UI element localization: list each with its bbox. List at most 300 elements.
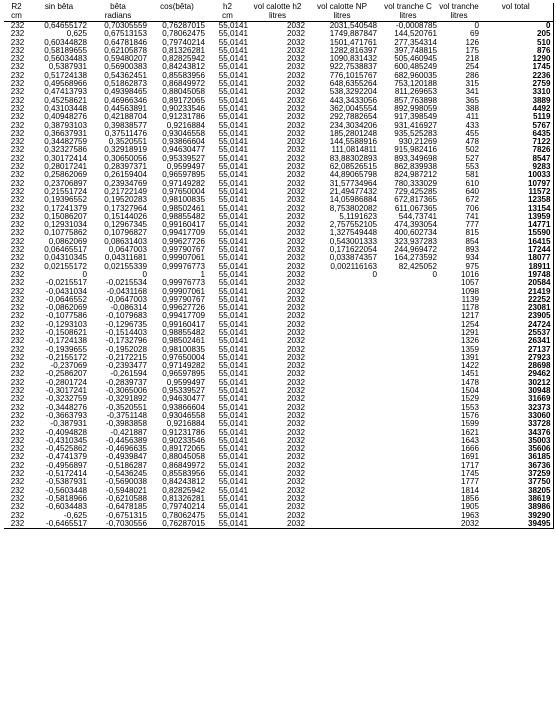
cell-cos-beta: 0,99417709 [162,312,205,321]
cell-vol-calotte-np [307,512,379,520]
cell-vol-calotte-np [307,337,379,345]
table-row [4,122,553,130]
cell-vol-tranche-c [379,429,439,437]
cell-vol-tranche-c [379,312,439,320]
cell-sin-beta: -0,3448276 [46,403,87,412]
table-row [4,155,553,163]
table-row [4,221,553,229]
unit-vol-tranche-c: litres [379,12,439,22]
cell-vol-tranche-c [379,370,439,378]
cell-vol-total: 2759 [532,80,551,89]
cell-beta: 0,44563891 [104,104,147,113]
cell-r2: 232 [10,254,25,263]
cell-sin-beta: -0,1724138 [46,337,87,346]
cell-cos-beta: 0,98100835 [162,196,205,205]
table-row [4,296,553,304]
cell-beta: 0,19520283 [104,196,147,205]
cell-cos-beta: 0,89172065 [162,96,205,105]
table-row [4,329,553,337]
cell-vol-calotte-np [307,478,379,486]
cell-vol-calotte-h2: 2032 [286,179,305,188]
cell-vol-calotte-h2: 2032 [286,71,305,80]
cell-vol-tranche-c [379,296,439,304]
cell-h2: 55,0141 [218,138,248,147]
cell-h2: 55,0141 [218,279,248,288]
cell-h2: 55,0141 [218,387,248,396]
cell-r2: 232 [10,362,25,371]
cell-h2: 55,0141 [218,445,248,454]
cell-r2: 232 [10,104,25,113]
cell-sin-beta: 0,28017241 [44,163,87,172]
cell-cos-beta: 0,96597895 [162,370,205,379]
cell-vol-tranche-c: 930,21269 [398,138,437,147]
cell-vol-tranche-c [379,379,439,387]
cell-beta: -0,4939847 [106,453,147,462]
cell-vol-calotte-h2: 2032 [286,328,305,337]
unit-vol-calotte-h2: litres [250,12,307,22]
cell-r2: 232 [10,494,25,503]
cell-vol-calotte-h2: 2032 [286,295,305,304]
table-row [4,80,553,88]
cell-sin-beta: 0,60344828 [44,38,87,47]
cell-vol-calotte-np: 443,3433056 [329,96,377,105]
cell-beta: 0,46966346 [104,96,147,105]
cell-vol-calotte-h2: 2032 [286,104,305,113]
cell-beta: 0,0647003 [108,246,147,255]
cell-beta: 0,49398465 [104,88,147,97]
cell-sin-beta: 0,625 [66,30,87,39]
cell-vol-tranche: 478 [465,138,479,147]
cell-beta: -0,421887 [110,428,147,437]
cell-vol-calotte-np [307,296,379,304]
cell-vol-tranche-c [379,512,439,520]
table-row [4,312,553,320]
cell-vol-tranche: 1178 [461,304,479,313]
cell-vol-total: 1745 [532,63,551,72]
cell-cos-beta: 0,99790767 [162,246,205,255]
cell-vol-tranche-c: 323,937283 [394,237,437,246]
cell-r2: 232 [10,212,25,221]
cell-vol-total: 33728 [527,420,551,429]
cell-vol-tranche: 777 [465,221,479,230]
table-row [4,146,553,154]
cell-vol-calotte-np: 14,05986884 [329,196,377,205]
cell-cos-beta: 0,93866604 [162,138,205,147]
cell-vol-calotte-np [307,445,379,453]
cell-cos-beta: 0,9599497 [166,378,205,387]
cell-cos-beta: 0,9216884 [166,420,205,429]
cell-vol-tranche-c: 931,416927 [394,121,437,130]
cell-sin-beta: -0,5387931 [46,478,87,487]
cell-h2: 55,0141 [218,470,248,479]
cell-cos-beta: 0,93046558 [162,411,205,420]
cell-vol-calotte-np: 648,6355264 [329,80,377,89]
cell-vol-calotte-np [307,312,379,320]
cell-cos-beta: 0,97650004 [162,353,205,362]
cell-vol-tranche: 1451 [460,370,479,379]
header-r2: R2 [11,3,22,12]
table-row [4,205,553,213]
cell-cos-beta: 0,82825942 [162,55,205,64]
cell-vol-tranche-c: 277,354314 [394,38,437,47]
cell-cos-beta: 0,99976773 [162,279,205,288]
cell-r2: 232 [10,262,25,271]
cell-vol-total: 30212 [527,378,551,387]
cell-sin-beta: 0,49568966 [44,80,87,89]
cell-sin-beta: -0,4741379 [46,453,87,462]
table-row [4,354,553,362]
cell-cos-beta: 0,86849972 [162,461,205,470]
cell-vol-calotte-h2: 2032 [286,312,305,321]
cell-beta: 0,17327964 [104,204,147,213]
cell-sin-beta: 0 [82,270,87,279]
unit-cos-beta [149,12,207,22]
cell-vol-calotte-h2: 2032 [286,411,305,420]
cell-vol-calotte-np: 1501,471761 [329,38,377,47]
cell-r2: 232 [10,229,25,238]
cell-vol-calotte-h2: 2032 [286,46,305,55]
cell-vol-total: 4492 [532,104,551,113]
cell-beta: 0,04311681 [104,254,147,263]
cell-vol-tranche: 1777 [460,478,479,487]
cell-vol-calotte-h2: 2032 [286,254,305,263]
table-row [4,520,553,529]
cell-beta: 0,42188704 [104,113,147,122]
cell-beta: -0,5948021 [106,486,147,495]
cell-vol-calotte-np [307,420,379,428]
cell-vol-tranche-c [379,495,439,503]
cell-beta: 0,23934769 [104,179,147,188]
table-row [4,387,553,395]
cell-vol-tranche: 1291 [460,328,479,337]
cell-h2: 55,0141 [218,295,248,304]
cell-vol-calotte-h2: 2032 [286,353,305,362]
cell-r2: 232 [10,304,25,313]
cell-beta: -0,5186287 [106,461,147,470]
cell-vol-tranche-c: 915,982416 [394,146,437,155]
cell-vol-tranche: 1745 [460,470,479,479]
cell-cos-beta: 0,94630477 [162,395,205,404]
cell-vol-tranche: 553 [465,163,479,172]
cell-beta: 0,59480207 [104,55,147,64]
cell-beta: -0,2393477 [106,362,147,371]
cell-sin-beta: 0,0862069 [48,237,87,246]
cell-beta: 0,3520551 [108,138,147,147]
cell-sin-beta: -0,5818966 [46,494,87,503]
cell-vol-tranche-c: 935,525283 [394,129,437,138]
cell-vol-tranche: 254 [465,63,479,72]
cell-vol-tranche: 1422 [460,362,479,371]
cell-vol-tranche: 1643 [460,436,479,445]
table-row [4,105,553,113]
cell-vol-calotte-h2: 2032 [286,246,305,255]
unit-r2: cm [4,12,31,22]
cell-vol-tranche-c [379,346,439,354]
cell-sin-beta: -0,4525862 [46,445,87,454]
cell-vol-calotte-np: 2,757552105 [329,221,377,230]
cell-cos-beta: 0,97149282 [162,179,205,188]
header-vol-tranche: vol tranche [439,3,479,12]
cell-sin-beta: 0,04310345 [44,254,87,263]
header-cos-beta: cos(bêta) [160,3,194,12]
cell-sin-beta: 0,25862069 [44,171,87,180]
cell-beta: -0,1079683 [106,312,147,321]
cell-vol-total: 23905 [527,312,551,321]
cell-vol-calotte-np: 0,543001333 [329,237,377,246]
cell-vol-calotte-h2: 2032 [286,436,305,445]
cell-sin-beta: -0,6465517 [31,520,89,529]
table-row [4,30,553,38]
cell-vol-tranche: 1553 [460,403,479,412]
cell-r2: 232 [10,403,25,412]
cell-h2: 55,0141 [218,420,248,429]
cell-beta: -0,5436245 [106,470,147,479]
cell-h2: 55,0141 [218,113,248,122]
cell-vol-total: 26341 [527,337,551,346]
cell-vol-total: 10797 [527,179,551,188]
cell-vol-calotte-h2: 2032 [286,21,305,30]
cell-vol-total: 876 [536,46,551,55]
cell-r2: 232 [10,63,25,72]
cell-cos-beta: 0,95339527 [162,387,205,396]
cell-vol-total: 7122 [532,138,551,147]
header-row-names [4,3,553,12]
cell-vol-tranche-c: 672,817365 [394,196,437,205]
cell-vol-tranche-c: 611,067365 [394,204,437,213]
cell-vol-tranche-c: 82,425052 [398,262,437,271]
cell-vol-calotte-h2: 2032 [286,378,305,387]
cell-cos-beta: 0,96597895 [162,171,205,180]
cell-vol-calotte-h2: 2032 [286,30,305,39]
cell-vol-calotte-h2: 2032 [286,229,305,238]
cell-h2: 55,0141 [218,96,248,105]
cell-r2: 232 [10,420,25,429]
cell-beta: -0,2839737 [106,378,147,387]
cell-sin-beta: 0,02155172 [44,262,87,271]
cell-beta: 0,70305559 [104,21,147,30]
cell-h2: 55,0141 [218,378,248,387]
table-row [4,213,553,221]
cell-sin-beta: -0,4956897 [46,461,87,470]
table-row [4,88,553,96]
cell-sin-beta: -0,1508621 [46,328,87,337]
cell-vol-calotte-np [307,520,379,529]
cell-vol-calotte-np [307,354,379,362]
cell-vol-calotte-np [307,453,379,461]
table-row [4,462,553,470]
cell-vol-calotte-np: 1090,831432 [329,55,377,64]
cell-vol-tranche-c [379,304,439,312]
cell-vol-calotte-h2: 2032 [286,486,305,495]
table-row [4,279,553,287]
cell-vol-tranche-c: 164,273592 [394,254,437,263]
cell-vol-tranche: 1254 [460,320,479,329]
cell-vol-total: 23081 [527,304,551,313]
cell-r2: 232 [10,270,25,279]
unit-vol-tranche: litres [439,12,481,22]
table-row [4,238,553,246]
cell-vol-total: 18077 [527,254,551,263]
cell-vol-total: 11572 [528,187,551,196]
table-row [4,63,553,71]
cell-vol-calotte-np [307,387,379,395]
cell-r2: 232 [10,30,25,39]
table-row [4,254,553,262]
cell-cos-beta: 0,79740214 [162,38,205,47]
cell-r2: 232 [10,503,25,512]
cell-vol-total: 5767 [532,121,551,130]
cell-sin-beta: -0,1293103 [46,320,87,329]
cell-vol-total: 1290 [532,55,551,64]
cell-sin-beta: 0,58189655 [44,46,87,55]
cell-cos-beta: 0,99907061 [162,254,205,263]
cell-h2: 55,0141 [218,304,248,313]
cell-r2: 232 [10,461,25,470]
cell-vol-calotte-h2: 2032 [286,279,305,288]
cell-h2: 55,0141 [218,63,248,72]
cell-r2: 232 [10,445,25,454]
cell-vol-calotte-np: 538,3292204 [329,88,377,97]
cell-h2: 55,0141 [218,478,248,487]
table-row [4,412,553,420]
cell-vol-total: 510 [536,38,551,47]
cell-vol-total: 27923 [527,353,551,362]
cell-sin-beta: 0,40948276 [44,113,87,122]
cell-cos-beta: 0,99976773 [162,262,205,271]
cell-vol-calotte-h2: 2032 [286,55,305,64]
cell-cos-beta: 0,99160417 [162,320,205,329]
cell-vol-total: 22252 [527,295,551,304]
cell-vol-tranche-c: 0 [432,270,437,279]
cell-h2: 55,0141 [218,129,248,138]
cell-h2: 55,0141 [207,520,250,529]
cell-sin-beta: -0,3232759 [46,395,87,404]
cell-vol-calotte-h2: 2032 [286,478,305,487]
cell-vol-tranche: 1666 [460,445,479,454]
cell-vol-calotte-np [307,329,379,337]
cell-vol-tranche-c [379,395,439,403]
cell-vol-total: 6435 [532,129,551,138]
cell-vol-tranche: 218 [465,55,479,64]
cell-h2: 55,0141 [218,187,248,196]
table-row [4,395,553,403]
cell-cos-beta: 0,98855482 [162,328,205,337]
cell-vol-tranche: 69 [469,30,479,39]
cell-vol-calotte-h2: 2032 [286,362,305,371]
cell-vol-calotte-h2: 2032 [286,420,305,429]
cell-sin-beta: -0,0215517 [46,279,87,288]
table-row [4,196,553,204]
cell-vol-tranche: 126 [465,38,479,47]
cell-vol-tranche-c [379,453,439,461]
cell-vol-total: 20584 [527,279,551,288]
cell-vol-calotte-np [307,437,379,445]
cell-vol-calotte-np: 922,7538837 [329,63,377,72]
table-row [4,470,553,478]
cell-h2: 55,0141 [218,370,248,379]
cell-vol-calotte-h2: 2032 [286,494,305,503]
cell-r2: 232 [10,320,25,329]
table-row [4,288,553,296]
table-row [4,420,553,428]
cell-vol-tranche-c: 505,460945 [394,55,437,64]
cell-cos-beta: 0,98100835 [162,345,205,354]
cell-vol-tranche: 975 [465,262,479,271]
cell-vol-total: 32373 [527,403,551,412]
cell-vol-tranche-c [379,478,439,486]
cell-vol-tranche: 1529 [460,395,479,404]
cell-vol-total: 7826 [532,146,551,155]
cell-vol-calotte-np: 0,171622054 [329,246,377,255]
cell-vol-tranche-c: 474,393054 [394,221,437,230]
cell-vol-calotte-h2: 2032 [286,395,305,404]
cell-sin-beta: 0,32327586 [44,146,87,155]
cell-r2: 232 [10,21,25,30]
cell-vol-calotte-h2: 2032 [286,287,305,296]
cell-vol-calotte-h2: 2032 [286,503,305,512]
cell-beta: -0,3751148 [106,411,147,420]
cell-h2: 55,0141 [218,287,248,296]
cell-h2: 55,0141 [218,237,248,246]
cell-h2: 55,0141 [218,320,248,329]
cell-vol-calotte-np: 292,7882654 [329,113,377,122]
cell-beta: 0,62105878 [104,46,147,55]
cell-r2: 232 [10,337,25,346]
cell-h2: 55,0141 [218,21,248,30]
cell-vol-total: 3310 [532,88,551,97]
cell-sin-beta: -0,1939655 [46,345,87,354]
cell-cos-beta: 0,99790767 [162,295,205,304]
cell-cos-beta: 0,85583956 [162,470,205,479]
cell-vol-calotte-np: 0,033874357 [329,254,377,263]
cell-vol-tranche-c: 144,520761 [394,30,437,39]
cell-vol-calotte-np [307,370,379,378]
cell-vol-tranche-c [379,437,439,445]
cell-r2: 232 [10,121,25,130]
cell-h2: 55,0141 [218,204,248,213]
cell-vol-tranche: 455 [465,129,479,138]
cell-sin-beta: 0,30172414 [44,154,87,163]
cell-vol-tranche: 934 [465,254,479,263]
cell-sin-beta: 0,23706897 [44,179,87,188]
header-vol-tranche-c: vol tranche C [384,3,432,12]
cell-sin-beta: 0,34482759 [44,138,87,147]
cell-vol-calotte-h2: 2032 [286,470,305,479]
cell-vol-total: 24724 [527,320,551,329]
cell-h2: 55,0141 [218,55,248,64]
table-row [4,487,553,495]
cell-sin-beta: 0,19396552 [44,196,87,205]
cell-r2: 232 [10,246,25,255]
unit-beta: radians [89,12,149,22]
table-row [4,229,553,237]
header-vol-total: vol total [501,3,530,12]
cell-h2: 55,0141 [218,353,248,362]
cell-vol-tranche: 341 [465,88,479,97]
table-row [4,304,553,312]
cell-h2: 55,0141 [218,121,248,130]
cell-h2: 55,0141 [218,146,248,155]
cell-vol-calotte-np: 1749,887847 [329,30,377,39]
table-row [4,346,553,354]
cell-vol-calotte-h2: 2032 [286,63,305,72]
cell-vol-total: 36185 [527,453,551,462]
cell-h2: 55,0141 [218,163,248,172]
cell-vol-calotte-h2: 2032 [286,511,305,520]
cell-sin-beta: 0,12931034 [44,221,87,230]
cell-sin-beta: -0,2155172 [46,353,87,362]
table-row [4,72,553,80]
